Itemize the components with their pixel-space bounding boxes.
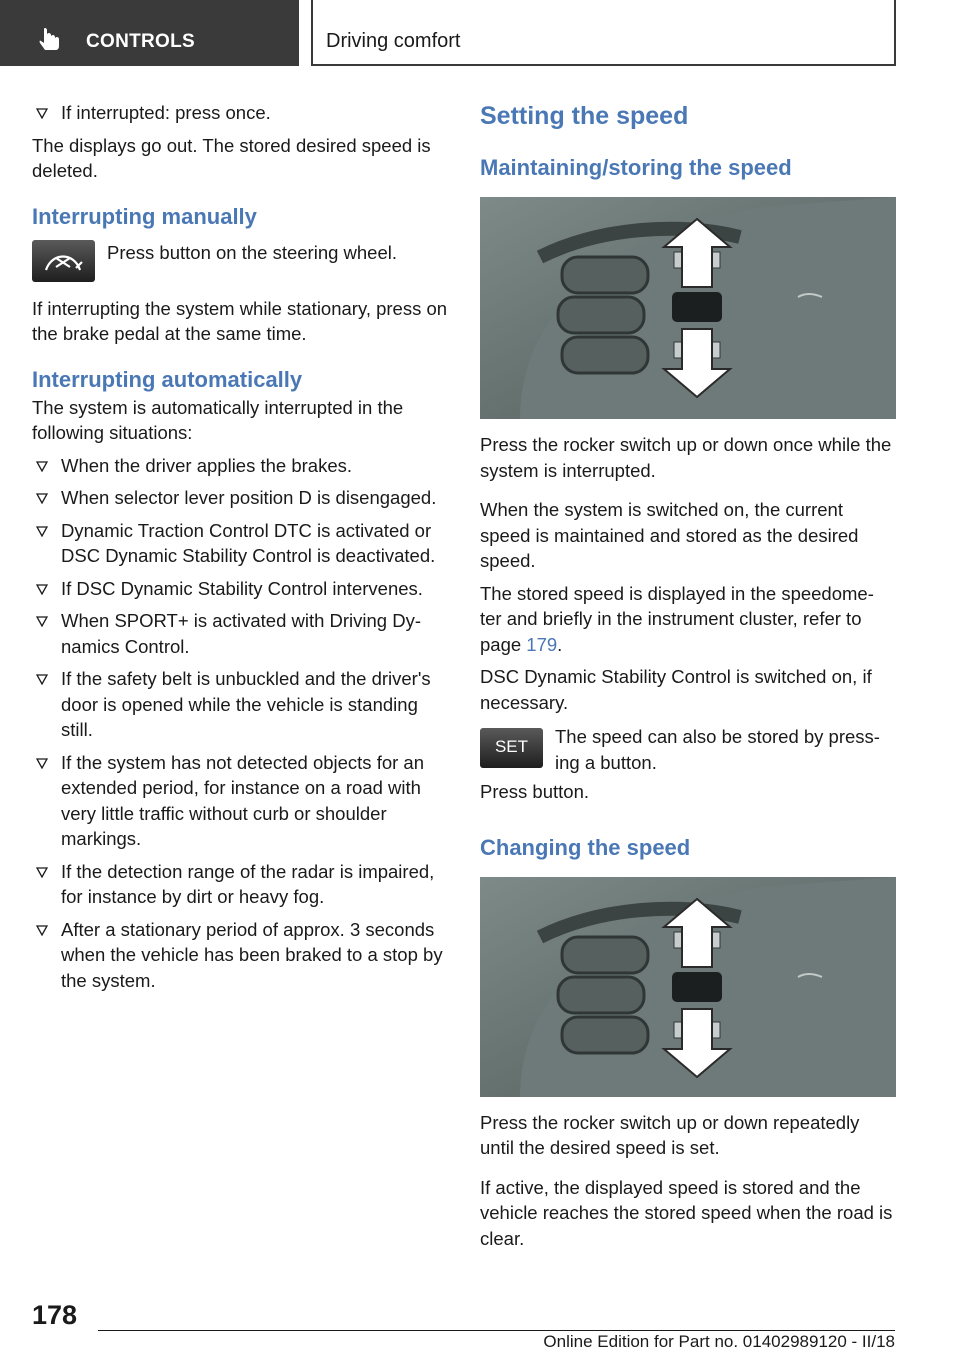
- paragraph-rocker-once: Press the rocker switch up or down once while the system is interrupted.: [480, 434, 892, 481]
- triangle-bullet-icon: [36, 493, 48, 504]
- paragraph-stationary: If interrupting the system while stationary, press on the brake pedal at the same time.: [32, 297, 448, 344]
- section-tab: [0, 0, 299, 66]
- list-item: After a stationary period of approx. 3 seconds when the vehicle has been braked to a stop by the system.: [32, 917, 448, 994]
- edition-note: Online Edition for Part no. 01402989120 - II/18: [543, 1332, 895, 1351]
- list-item: When SPORT+ is activated with Driving Dy‐ namics Control.: [32, 608, 448, 659]
- paragraph-dsc: DSC Dynamic Stability Control is switched on, if necessary.: [480, 666, 872, 713]
- paragraph-stored-speed: The stored speed is displayed in the speedome‐ ter and briefly in the instrument cluster, refer to page 179.: [480, 582, 874, 655]
- triangle-bullet-icon: [36, 584, 48, 595]
- paragraph-switched-on: When the system is switched on, the current speed is maintained and stored as the desired speed.: [480, 499, 859, 571]
- cruise-interrupt-icon: [32, 240, 95, 282]
- triangle-bullet-icon: [36, 616, 48, 627]
- steering-wheel-rocker-photo: [480, 197, 896, 419]
- section-title: CONTROLS: [86, 31, 196, 52]
- page-reference-link[interactable]: 179: [526, 633, 558, 655]
- heading-interrupting-manually: Interrupting manually: [32, 203, 257, 229]
- footer-divider: [98, 1330, 895, 1331]
- chapter-title: Driving comfort: [326, 30, 461, 52]
- paragraph-auto-intro: The system is automatically interrupted in the following situations:: [32, 396, 404, 443]
- set-button-text: The speed can also be stored by press‐ ing a button.: [555, 726, 880, 773]
- set-button-label: SET: [494, 737, 529, 756]
- interrupted-list: [32, 100, 448, 126]
- triangle-bullet-icon: [36, 461, 48, 472]
- page-number: 178: [32, 1300, 78, 1330]
- set-button-row: [480, 724, 896, 775]
- triangle-bullet-icon: [36, 925, 48, 936]
- list-item: If interrupted: press once.: [32, 100, 448, 126]
- list-item: If the detection range of the radar is impaired, for instance by dirt or heavy fog.: [32, 859, 448, 910]
- triangle-bullet-icon: [36, 674, 48, 685]
- paragraph-displays: The displays go out. The stored desired speed is deleted.: [32, 134, 431, 181]
- list-item: If the safety belt is unbuckled and the driver's door is opened while the vehicle is standing still.: [32, 666, 448, 743]
- triangle-bullet-icon: [36, 867, 48, 878]
- paragraph-rocker-repeatedly: Press the rocker switch up or down repeatedly until the desired speed is set.: [480, 1111, 860, 1158]
- right-column: [480, 100, 896, 1258]
- left-column: [32, 100, 448, 1000]
- set-button-image: [480, 728, 543, 768]
- list-item: When selector lever position D is disengaged.: [32, 485, 448, 511]
- heading-setting-speed: Setting the speed: [480, 102, 689, 130]
- steering-wheel-rocker-photo-2: [480, 877, 896, 1097]
- heading-maintaining-storing: Maintaining/storing the speed: [480, 155, 792, 180]
- auto-interrupt-list: [32, 453, 448, 994]
- list-item: Dynamic Traction Control DTC is activated or DSC Dynamic Stability Control is deactivated.: [32, 518, 448, 569]
- paragraph-press-button: Press button.: [480, 781, 590, 802]
- list-item: If the system has not detected objects for an extended period, for instance on a road with very little traffic without curb or shoulder markings.: [32, 750, 448, 852]
- manual-button-text: Press button on the steering wheel.: [107, 241, 398, 263]
- cruise-interrupt-button-image: [32, 240, 95, 282]
- list-item: If DSC Dynamic Stability Control intervenes.: [32, 576, 448, 602]
- hand-pointer-icon: [38, 28, 64, 54]
- heading-interrupting-automatically: Interrupting automatically: [32, 366, 303, 392]
- triangle-bullet-icon: [36, 758, 48, 769]
- paragraph-if-active: If active, the displayed speed is stored and the vehicle reaches the stored speed when the road is clear.: [480, 1176, 893, 1249]
- heading-changing-speed: Changing the speed: [480, 834, 691, 860]
- manual-button-row: [32, 240, 448, 282]
- triangle-bullet-icon: [36, 526, 48, 537]
- list-item: When the driver applies the brakes.: [32, 453, 448, 479]
- triangle-bullet-icon: [36, 108, 48, 119]
